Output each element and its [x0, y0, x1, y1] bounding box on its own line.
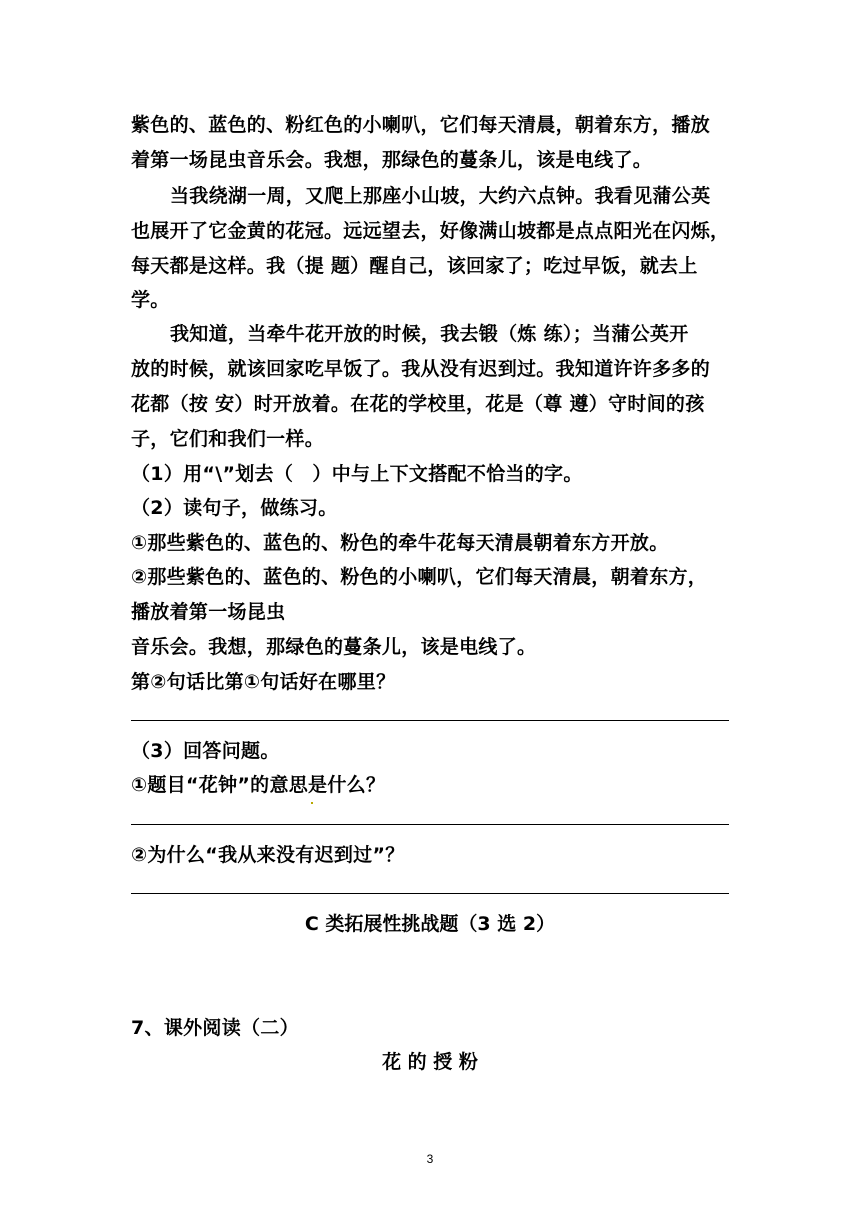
- answer-line[interactable]: [131, 893, 729, 894]
- passage-line: 子，它们和我们一样。: [131, 428, 325, 450]
- passage-line: 每天都是这样。我（提 题）醒自己，该回家了；吃过早饭，就去上: [131, 255, 698, 277]
- passage-line: 也展开了它金黄的花冠。远远望去，好像满山坡都是点点阳光在闪烁，: [131, 220, 730, 242]
- question-2-prompt: 第②句话比第①句话好在哪里？: [131, 671, 396, 693]
- question-1: （1）用“\”划去（ ）中与上下文搭配不恰当的字。: [131, 463, 583, 485]
- page-number: 3: [426, 1152, 434, 1166]
- passage-line: 放的时候，就该回家吃早饭了。我从没有迟到过。我知道许许多多的: [131, 358, 711, 380]
- passage-line: 当我绕湖一周，又爬上那座小山坡，大约六点钟。我看见蒲公英: [170, 185, 711, 207]
- sentence-2-line: 播放着第一场昆虫: [131, 601, 286, 623]
- question-2: （2）读句子，做练习。: [131, 497, 338, 519]
- sentence-1: ①那些紫色的、蓝色的、粉色的牵牛花每天清晨朝着东方开放。: [131, 532, 669, 554]
- question-3: （3）回答问题。: [131, 740, 280, 762]
- question-3-a: ①题目“花钟”的意思是什么？: [131, 774, 386, 796]
- sentence-2-line: ②那些紫色的、蓝色的、粉色的小喇叭，它们每天清晨，朝着东方，: [131, 566, 708, 588]
- section-c-heading: C 类拓展性挑战题（3 选 2）: [304, 913, 556, 935]
- print-speck: [311, 802, 313, 804]
- passage-line: 花都（按 安）时开放着。在花的学校里，花是（尊 遵）守时间的孩: [131, 393, 705, 415]
- answer-line[interactable]: [131, 824, 729, 825]
- question-3-b: ②为什么“我从来没有迟到过”？: [131, 844, 405, 866]
- passage-line: 我知道，当牵牛花开放的时候，我去锻（炼 练）；当蒲公英开: [170, 323, 689, 345]
- sentence-2-line: 音乐会。我想，那绿色的蔓条儿，该是电线了。: [131, 636, 537, 658]
- answer-line[interactable]: [131, 720, 729, 721]
- question-7: 7、课外阅读（二）: [131, 1017, 299, 1039]
- passage-line: 学。: [131, 289, 170, 311]
- reading-title: 花 的 授 粉: [382, 1051, 478, 1073]
- passage-line: 紫色的、蓝色的、粉红色的小喇叭，它们每天清晨，朝着东方，播放: [131, 114, 711, 136]
- passage-line: 着第一场昆虫音乐会。我想，那绿色的蔓条儿，该是电线了。: [131, 149, 653, 171]
